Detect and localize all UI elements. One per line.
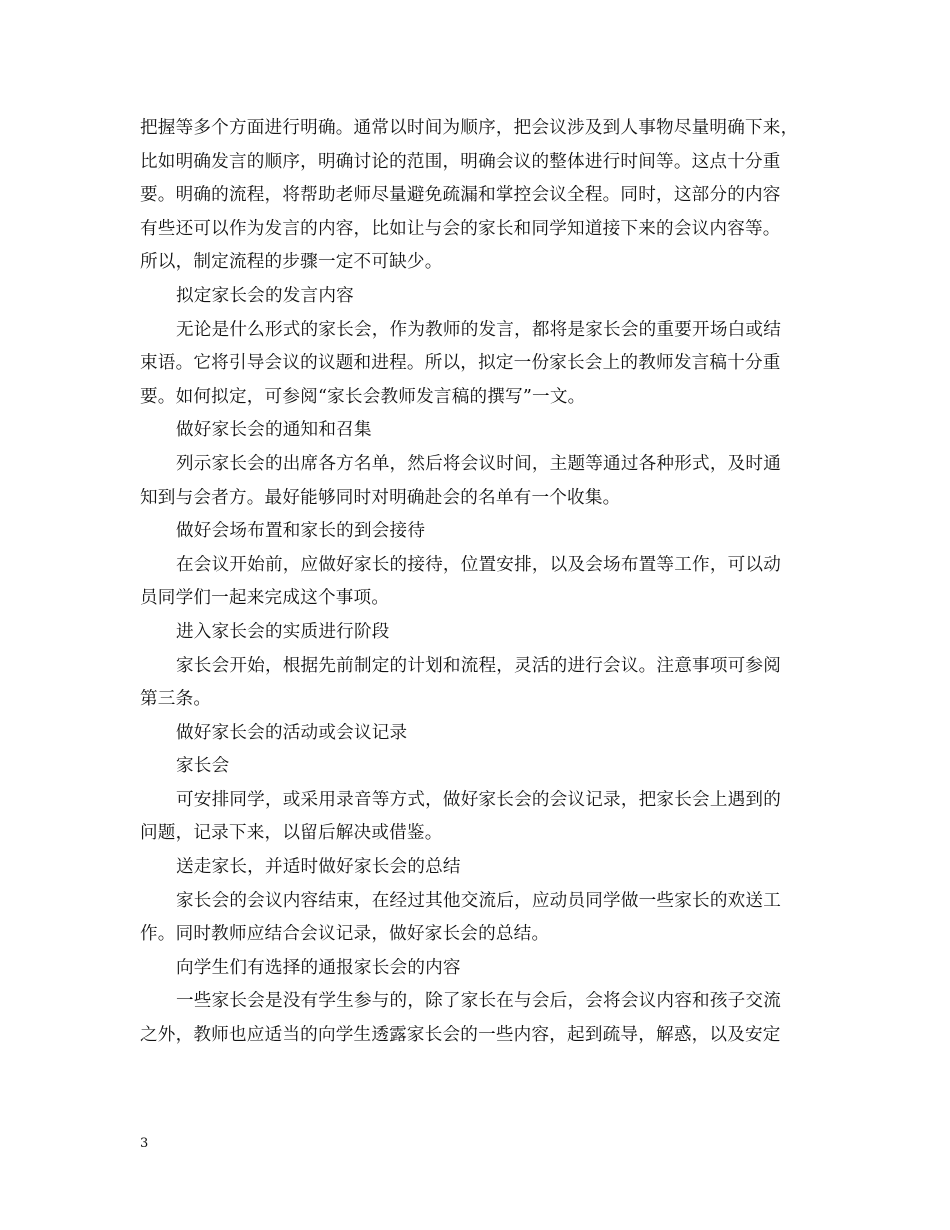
body-line: 束语。它将引导会议的议题和进程。所以，拟定一份家长会上的教师发言稿十分重	[140, 353, 781, 374]
document-body	[140, 112, 820, 1053]
body-line: 作。同时教师应结合会议记录，做好家长会的总结。	[140, 924, 550, 945]
paragraph-first-line: 列示家长会的出席各方名单，然后将会议时间，主题等通过各种形式，及时通	[176, 453, 781, 474]
body-line: 有些还可以作为发言的内容，比如让与会的家长和同学知道接下来的会议内容等。	[140, 218, 781, 239]
section-heading: 家长会	[176, 756, 230, 777]
body-line: 把握等多个方面进行明确。通常以时间为顺序，把会议涉及到人事物尽量明确下来，	[140, 118, 799, 138]
section-heading: 做好家长会的通知和召集	[176, 420, 372, 441]
paragraph-first-line: 可安排同学，或采用录音等方式，做好家长会的会议记录，把家长会上遇到的	[176, 789, 781, 810]
section-heading: 进入家长会的实质进行阶段	[176, 621, 390, 642]
section-heading: 向学生们有选择的通报家长会的内容	[176, 957, 461, 978]
paragraph-first-line: 一些家长会是没有学生参与的，除了家长在与会后，会将会议内容和孩子交流	[176, 991, 781, 1012]
page-number: 3	[140, 1136, 149, 1151]
section-heading: 做好家长会的活动或会议记录	[176, 722, 408, 743]
body-line: 要。如何拟定，可参阅“家长会教师发言稿的撰写”一文。	[140, 386, 586, 407]
paragraph-first-line: 无论是什么形式的家长会，作为教师的发言，都将是家长会的重要开场白或结	[176, 319, 781, 340]
section-heading: 送走家长，并适时做好家长会的总结	[176, 857, 461, 878]
body-line: 要。明确的流程，将帮助老师尽量避免疏漏和掌控会议全程。同时，这部分的内容	[140, 185, 781, 206]
section-heading: 拟定家长会的发言内容	[176, 285, 354, 306]
section-heading: 做好会场布置和家长的到会接待	[176, 521, 426, 542]
body-line: 知到与会者方。最好能够同时对明确赴会的名单有一个收集。	[140, 487, 621, 508]
body-line: 第三条。	[140, 689, 212, 710]
paragraph-first-line: 家长会开始，根据先前制定的计划和流程，灵活的进行会议。注意事项可参阅	[176, 655, 781, 676]
body-line: 之外，教师也应适当的向学生透露家长会的一些内容，起到疏导，解惑，以及安定	[140, 1025, 781, 1046]
body-line: 所以，制定流程的步骤一定不可缺少。	[140, 252, 443, 273]
body-line: 问题，记录下来，以留后解决或借鉴。	[140, 823, 443, 844]
paragraph-first-line: 在会议开始前，应做好家长的接待，位置安排，以及会场布置等工作，可以动	[176, 554, 781, 575]
paragraph-first-line: 家长会的会议内容结束，在经过其他交流后，应动员同学做一些家长的欢送工	[176, 890, 781, 911]
body-line: 员同学们一起来完成这个事项。	[140, 588, 390, 609]
body-line: 比如明确发言的顺序，明确讨论的范围，明确会议的整体进行时间等。这点十分重	[140, 151, 781, 172]
